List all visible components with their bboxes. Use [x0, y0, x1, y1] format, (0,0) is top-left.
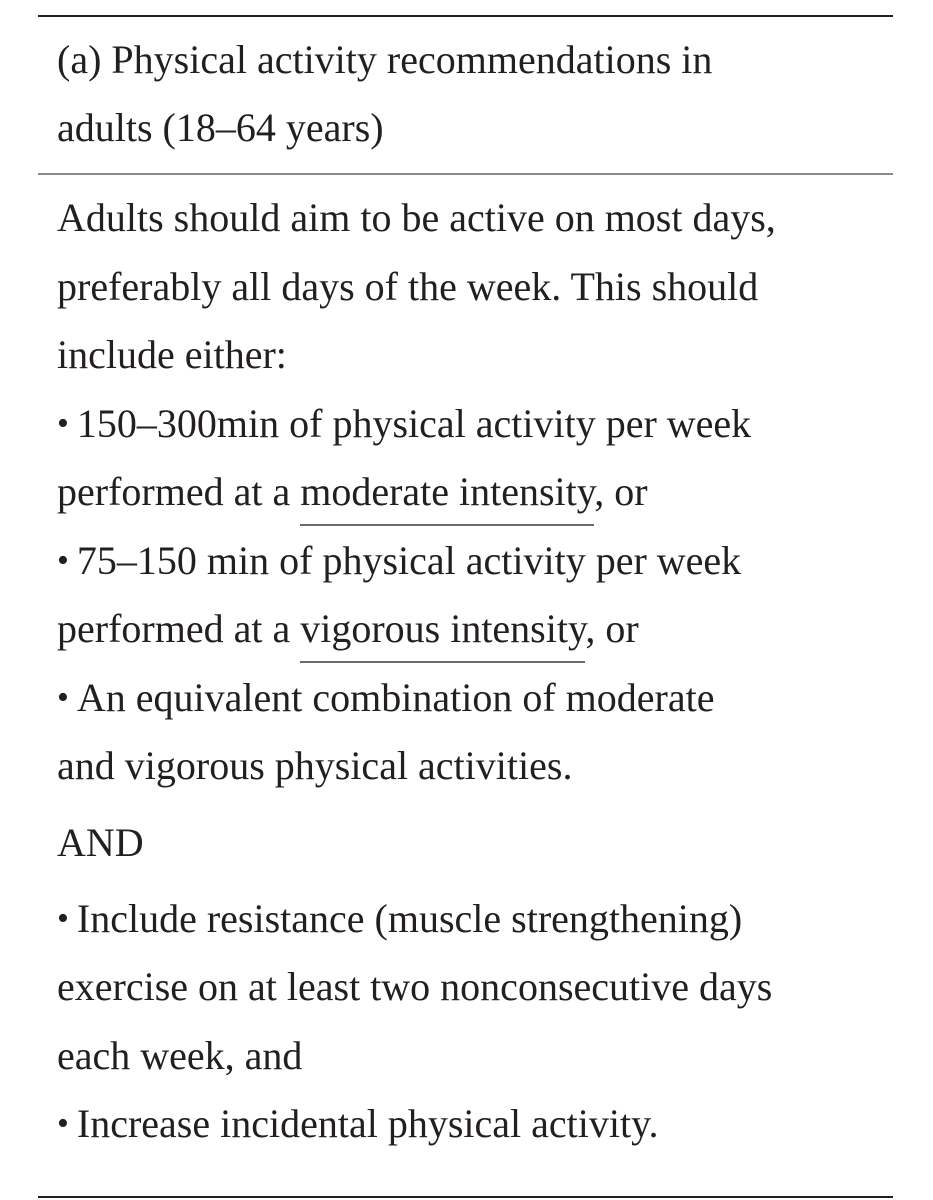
table-header-rule [38, 173, 893, 175]
intro-line-2: preferably all days of the week. This should [57, 263, 759, 309]
intro-line-3: include either: [57, 332, 287, 377]
table-title [57, 26, 877, 162]
bullet-2-suffix: , or [585, 606, 639, 651]
table-bottom-rule [38, 1196, 893, 1198]
bullet-1-prefix: performed at a [57, 469, 301, 514]
bullet-icon: • [57, 541, 69, 579]
vigorous-intensity-link[interactable]: vigorous intensity [300, 606, 585, 663]
bullet-4-line-2: exercise on at least two nonconsecutive days [57, 964, 773, 1009]
bullet-2-prefix: performed at a [57, 606, 301, 651]
bullet-5-line-1: Increase incidental physical activity. [76, 1101, 659, 1146]
bullet-4-line-1: Include resistance (muscle strengthening) [76, 895, 743, 941]
table-title-line-1: (a) Physical activity recommendations in [57, 37, 713, 82]
bullet-icon: • [57, 404, 69, 442]
table-top-rule [38, 15, 893, 17]
intro-line-1: Adults should aim to be active on most days, [57, 195, 776, 240]
table-title-line-2: adults (18–64 years) [57, 105, 384, 150]
bullet-item-2 [57, 527, 893, 596]
bullet-3-line-2: and vigorous physical activities. [57, 743, 573, 788]
bullet-item-3 [57, 664, 893, 733]
bullet-item-5 [57, 1090, 893, 1159]
bullet-1-line-2 [57, 458, 893, 527]
bullet-icon: • [57, 899, 69, 937]
bullet-2-line-2 [57, 595, 893, 664]
bullet-4-line-3: each week, and [57, 1032, 303, 1078]
bullet-item-4 [57, 885, 893, 954]
moderate-intensity-link[interactable]: moderate intensity [300, 469, 594, 526]
bullet-3-line-1: An equivalent combination of moderate [76, 674, 715, 720]
bullet-2-line-1: 75–150 min of physical activity per week [76, 537, 742, 583]
bullet-icon: • [57, 678, 69, 716]
bullet-1-line-1: 150–300min of physical activity per week [76, 400, 752, 446]
bullet-icon: • [57, 1105, 69, 1142]
table-body [57, 184, 893, 1159]
bullet-item-1 [57, 390, 893, 459]
bullet-1-suffix: , or [594, 469, 648, 514]
and-label: AND [57, 819, 144, 865]
